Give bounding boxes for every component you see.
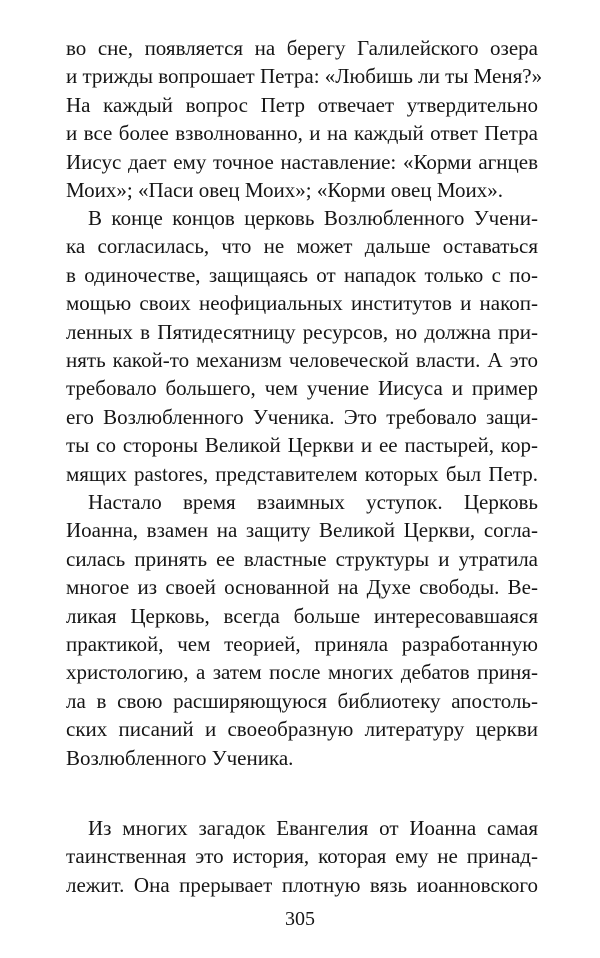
text-line: требовало большего, чем учение Иисуса и пример [66, 376, 538, 401]
text-line: ка согласилась, что не может дальше оставаться [66, 234, 538, 259]
text-line: его Возлюбленного Ученика. Это требовало защи- [66, 404, 538, 429]
text-line: мящих pastores, представителем которых был Петр. [66, 461, 538, 486]
text-line: многое из своей основанной на Духе свободы. Ве- [66, 575, 538, 600]
text-line: На каждый вопрос Петр отвечает утвердительно [66, 92, 538, 117]
text-line: христологию, а затем после многих дебатов приня- [66, 660, 538, 685]
text-line: и все более взволнованно, и на каждый ответ Петра [66, 121, 538, 146]
text-line: Иоанна, взамен на защиту Великой Церкви, согла- [66, 518, 538, 543]
text-line: Из многих загадок Евангелия от Иоанна самая [88, 816, 538, 840]
text-line: лежит. Она прерывает плотную вязь иоанновского [66, 872, 538, 897]
paragraph-3 [66, 488, 538, 772]
text-line: Моих»; «Паси овец Моих»; «Корми овец Моих». [66, 177, 504, 202]
text-line: В конце концов церковь Возлюбленного Учени- [88, 206, 538, 230]
text-line: ликая Церковь, всегда больше интересовавшаяся [66, 603, 538, 628]
text-line: ла в свою расширяющуюся библиотеку апостоль- [66, 688, 538, 713]
text-line: во сне, появляется на берегу Галилейского озера [66, 36, 538, 60]
text-line: и трижды вопрошает Петра: «Любишь ли ты Меня?» [66, 64, 543, 89]
text-line: Возлюбленного Ученика. [66, 745, 294, 770]
text-line: в одиночестве, защищаясь от нападок только с по- [66, 262, 538, 287]
text-line: ских писаний и своеобразную литературу церкви [66, 717, 538, 742]
text-line: Настало время взаимных уступок. Церковь [88, 490, 538, 514]
text-line: мощью своих неофициальных институтов и накоп- [66, 291, 538, 316]
text-line: практикой, чем теорией, приняла разработанную [66, 631, 538, 656]
text-line: таинственная это история, которая ему не принад- [66, 844, 538, 869]
page-number: 305 [285, 908, 315, 930]
paragraph-1 [66, 34, 543, 204]
paragraph-4 [66, 814, 538, 899]
text-line: ленных в Пятидесятницу ресурсов, но должна при- [66, 319, 538, 344]
text-line: Иисус дает ему точное наставление: «Корми агнцев [66, 149, 538, 174]
text-line: ты со стороны Великой Церкви и ее пастырей, кор- [66, 433, 538, 458]
text-line: силась принять ее властные структуры и утратила [66, 546, 538, 571]
paragraph-2 [66, 204, 538, 488]
text-line: нять какой-то механизм человеческой власти. А это [66, 347, 538, 372]
